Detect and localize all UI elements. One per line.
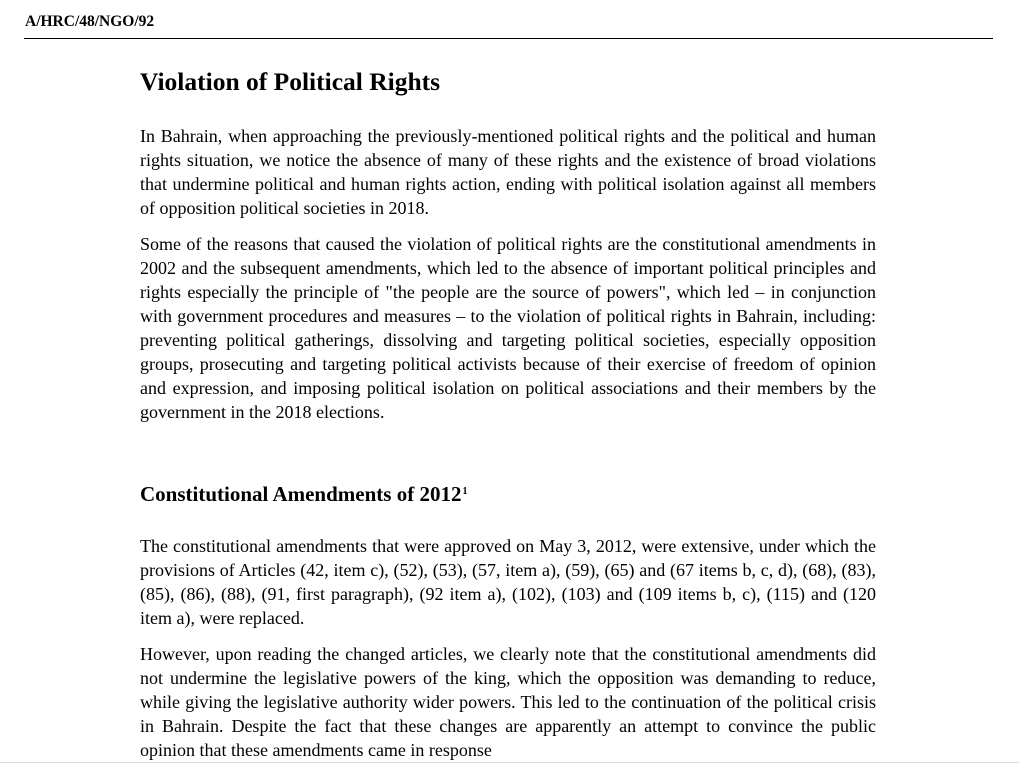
paragraph: However, upon reading the changed articles, we clearly note that the constitutional amendments did not undermine the legislative powers of the king, which the opposition was demanding to reduce, while giving the legislative authority wider powers. This led to the continuation of the political crisis in Bahrain. Despite the fact that these changes are apparently an attempt to convince the public opinion that these amendments came in response bbox=[140, 644, 876, 760]
header-divider bbox=[24, 38, 993, 39]
paragraph: In Bahrain, when approaching the previously-mentioned political rights and the political and human rights situation, we notice the absence of many of these rights and the existence of broad violations that undermine political and human rights action, ending with political isolation against all members of opposition political societies in 2018. bbox=[140, 126, 876, 218]
footnote-reference[interactable]: 1 bbox=[462, 486, 468, 497]
section-heading-constitutional-amendments bbox=[140, 482, 467, 507]
section-heading-text: Violation of Political Rights bbox=[140, 67, 441, 96]
document-symbol: A/HRC/48/NGO/92 bbox=[25, 13, 155, 30]
section-heading-text: Constitutional Amendments of 2012 bbox=[140, 482, 462, 506]
page-bottom-edge bbox=[0, 762, 1019, 763]
paragraph: The constitutional amendments that were approved on May 3, 2012, were extensive, under which the provisions of Articles (42, item c), (52), (53), (57, item a), (59), (65) and (67 items b, c, d), (68), (83), (85), (86), (88), (91, first paragraph), (92 item a), (102), (103) and (109 items b, c), (115) and (120 item a), were replaced. bbox=[140, 536, 876, 628]
paragraph: Some of the reasons that caused the violation of political rights are the constitutional amendments in 2002 and the subsequent amendments, which led to the absence of important political principles and rights especially the principle of "the people are the source of powers", which led – in conjunction with government procedures and measures – to the violation of political rights in Bahrain, including: preventing political gatherings, dissolving and targeting political societies, especially opposition groups, prosecuting and targeting political activists because of their exercise of freedom of opinion and expression, and imposing political isolation on political associations and their members by the government in the 2018 elections. bbox=[140, 234, 876, 422]
section-heading-political-rights bbox=[140, 67, 440, 97]
